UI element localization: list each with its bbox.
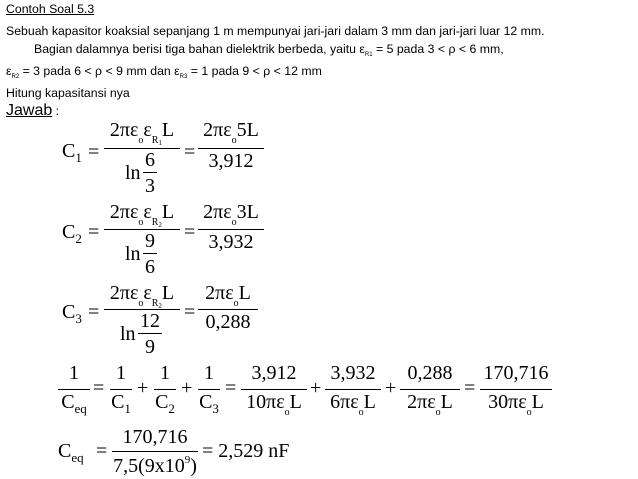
c2-numerator: $2\pi\varepsilon_o\varepsilon_{R2}L$ bbox=[109, 201, 175, 229]
c1-ln-bar bbox=[143, 172, 157, 173]
c2-fraction-bar bbox=[104, 229, 180, 230]
ceq-f2-num: 3,932 bbox=[330, 362, 376, 384]
c3-rhs-bar bbox=[198, 309, 258, 310]
c3-ln-num: 12 bbox=[140, 310, 160, 332]
ceq-lhs-den: $C_{eq}$ bbox=[61, 391, 87, 416]
ceq-t3-den: $C_3$ bbox=[199, 391, 219, 416]
problem-line-1: Sebuah kapasitor koaksial sepanjang 1 m mempunyai jari-jari dalam 3 mm dan jari-jari luar 12 mm. bbox=[6, 24, 545, 38]
final-denominator: $7,5(9x10^9)$ bbox=[113, 454, 197, 477]
ceq-lhs-num: 1 bbox=[69, 362, 79, 384]
c2-rhs-bar bbox=[198, 229, 264, 230]
problem-title: Contoh Soal 5.3 bbox=[6, 2, 95, 16]
ceq-f1-den: $10\pi\varepsilon_oL$ bbox=[246, 391, 302, 418]
ceq-equals-1: = bbox=[93, 377, 105, 399]
c1-rhs-bar bbox=[198, 148, 264, 149]
epsilon-r3: $\varepsilon_{R3}$ bbox=[174, 64, 188, 80]
ceq-result-den: $30\pi\varepsilon_oL$ bbox=[488, 391, 544, 418]
c3-equals-2: = bbox=[184, 301, 196, 323]
ceq-t2-den: $C_2$ bbox=[155, 391, 175, 416]
ceq-t2-num: 1 bbox=[160, 362, 170, 384]
final-equals: = bbox=[96, 440, 108, 462]
final-bar bbox=[112, 451, 198, 452]
ceq-f3-num: 0,288 bbox=[407, 362, 453, 384]
ceq-plus-1: + bbox=[137, 377, 149, 399]
ceq-t2-bar bbox=[154, 389, 176, 390]
c2-equals-2: = bbox=[184, 221, 196, 243]
ceq-equals-3: = bbox=[464, 377, 476, 399]
final-result: = 2,529 nF bbox=[202, 440, 290, 462]
c3-rhs-numerator: $2\pi\varepsilon_oL$ bbox=[205, 282, 251, 309]
c3-numerator: $2\pi\varepsilon_o\varepsilon_{R2}L$ bbox=[109, 282, 175, 310]
final-lhs: $C_{eq}$ bbox=[58, 440, 84, 465]
c2-equals: = bbox=[88, 221, 100, 243]
c1-rhs-denominator: 3,912 bbox=[208, 150, 254, 172]
c2-rhs-numerator: $2\pi\varepsilon_o3L$ bbox=[203, 201, 259, 228]
ceq-f1-bar bbox=[241, 389, 307, 390]
ceq-t3-num: 1 bbox=[204, 362, 214, 384]
problem-line-3-a: = 3 pada 6 < ρ < 9 mm dan bbox=[22, 64, 171, 78]
problem-line-2-text: Bagian dalamnya berisi tiga bahan dielektrik berbeda, yaitu bbox=[34, 42, 356, 56]
c3-equals: = bbox=[88, 301, 100, 323]
ceq-t1-num: 1 bbox=[116, 362, 126, 384]
c2-rhs-denominator: 3,932 bbox=[208, 231, 254, 253]
final-numerator: 170,716 bbox=[122, 426, 188, 448]
c1-equals-2: = bbox=[184, 141, 196, 163]
ceq-t3-bar bbox=[198, 389, 220, 390]
c1-fraction-bar bbox=[104, 148, 180, 149]
c1-numerator: $2\pi\varepsilon_o\varepsilon_{R1}L$ bbox=[109, 119, 175, 147]
ceq-lhs-bar bbox=[58, 389, 90, 390]
c2-lhs: $C_2$ bbox=[62, 221, 82, 246]
c3-ln-bar bbox=[138, 333, 162, 334]
problem-line-2-tail: = 5 pada 3 < ρ < 6 mm, bbox=[375, 42, 504, 56]
ceq-f3-bar bbox=[400, 389, 460, 390]
problem-line-2 bbox=[34, 42, 504, 58]
ceq-f3-den: $2\pi\varepsilon_oL$ bbox=[407, 391, 453, 418]
ceq-f2-den: $6\pi\varepsilon_oL$ bbox=[330, 391, 376, 418]
c1-ln-num: 6 bbox=[145, 149, 155, 171]
c2-ln-bar bbox=[143, 253, 157, 254]
ceq-f2-bar bbox=[325, 389, 381, 390]
c3-ln-den: 9 bbox=[145, 336, 155, 358]
ceq-result-bar bbox=[480, 389, 552, 390]
problem-line-4: Hitung kapasitansi nya bbox=[6, 86, 130, 100]
problem-line-3 bbox=[6, 64, 322, 80]
c3-rhs-denominator: 0,288 bbox=[205, 311, 251, 333]
problem-line-3-b: = 1 pada 9 < ρ < 12 mm bbox=[190, 64, 322, 78]
ceq-plus-3: + bbox=[310, 377, 322, 399]
c2-ln-num: 9 bbox=[145, 230, 155, 252]
c2-ln-den: 6 bbox=[145, 256, 155, 278]
ceq-plus-4: + bbox=[385, 377, 397, 399]
c1-ln-den: 3 bbox=[145, 175, 155, 197]
ceq-result-num: 170,716 bbox=[483, 362, 549, 384]
c1-rhs-numerator: $2\pi\varepsilon_o5L$ bbox=[203, 119, 259, 146]
c1-ln: ln bbox=[125, 162, 141, 184]
epsilon-r2: $\varepsilon_{R2}$ bbox=[6, 64, 20, 80]
c1-lhs: $C_1$ bbox=[62, 140, 82, 165]
c2-ln: ln bbox=[125, 243, 141, 265]
c3-lhs: $C_3$ bbox=[62, 301, 82, 326]
ceq-plus-2: + bbox=[181, 377, 193, 399]
answer-label: Jawab : bbox=[6, 102, 59, 119]
ceq-f1-num: 3,912 bbox=[251, 362, 297, 384]
ceq-equals-2: = bbox=[225, 377, 237, 399]
epsilon-r1: $\varepsilon_{R1}$ bbox=[359, 42, 373, 58]
c3-ln: ln bbox=[120, 323, 136, 345]
ceq-t1-bar bbox=[110, 389, 132, 390]
c1-equals: = bbox=[88, 141, 100, 163]
ceq-t1-den: $C_1$ bbox=[111, 391, 131, 416]
